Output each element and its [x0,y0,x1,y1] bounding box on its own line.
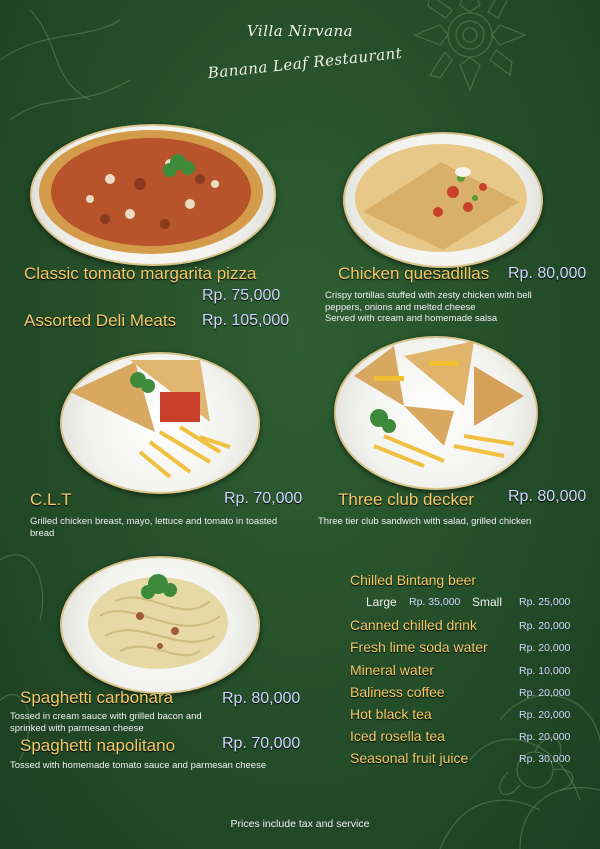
beer-name: Chilled Bintang beer [350,572,477,588]
clt-price: Rp. 70,000 [224,490,303,507]
club-sandwich-photo [334,336,538,490]
drink-item-name: Mineral water [350,662,435,678]
club-price: Rp. 80,000 [508,488,587,505]
pizza-name: Classic tomato margarita pizza [24,264,257,283]
club-description: Three tier club sandwich with salad, grilled chicken [318,516,532,527]
beer-large-price: Rp. 35,000 [409,596,461,608]
napolitano-description: Tossed with homemade tomato sauce and parmesan cheese [10,760,267,771]
quesadillas-name: Chicken quesadillas [338,264,490,283]
drink-item-name: Baliness coffee [350,684,445,700]
restaurant-name-line1: Villa Nirvana [246,22,354,40]
quesadillas-price: Rp. 80,000 [508,265,587,282]
drink-item-name: Hot black tea [350,706,432,722]
carbonara-name: Spaghetti carbonara [20,688,174,707]
beer-large-label: Large [366,595,397,609]
drink-item-price: Rp. 30,000 [519,753,571,765]
beer-small-label: Small [472,595,503,609]
restaurant-name-line2: Banana Leaf Restaurant [206,43,404,83]
carbonara-price: Rp. 80,000 [222,690,301,707]
spaghetti-photo [60,556,260,694]
drink-item-price: Rp. 20,000 [519,687,571,699]
clt-description: Grilled chicken breast, mayo, lettuce and tomato in toasted bread [30,516,278,539]
pizza-photo [30,124,276,266]
drink-item-name: Canned chilled drink [350,617,477,633]
napolitano-name: Spaghetti napolitano [20,736,176,755]
clt-name: C.L.T [30,490,72,509]
deli-name: Assorted Deli Meats [24,311,177,330]
drink-item-price: Rp. 20,000 [519,709,571,721]
drink-item-price: Rp. 10,000 [519,665,571,677]
quesadillas-photo [343,132,543,268]
drink-item-name: Iced rosella tea [350,728,445,744]
deli-price: Rp. 105,000 [202,312,290,329]
drink-item-name: Fresh lime soda water [350,639,488,655]
drink-item-price: Rp. 20,000 [519,642,571,654]
club-name: Three club decker [338,490,475,509]
footer-note: Prices include tax and service [230,818,370,830]
drink-item-price: Rp. 20,000 [519,731,571,743]
quesadillas-description: Crispy tortillas stuffed with zesty chicken with bell peppers, onions and melted cheese [325,290,532,313]
drink-item-name: Seasonal fruit juice [350,750,469,766]
carbonara-description: Tossed in cream sauce with grilled bacon and sprinked with parmesan cheese [10,711,202,734]
clt-photo [60,352,260,494]
napolitano-price: Rp. 70,000 [222,735,301,752]
beer-small-price: Rp. 25,000 [519,596,571,608]
drink-item-price: Rp. 20,000 [519,620,571,632]
quesadillas-description-2: Served with cream and homemade salsa [325,313,498,324]
pizza-price: Rp. 75,000 [202,287,281,304]
